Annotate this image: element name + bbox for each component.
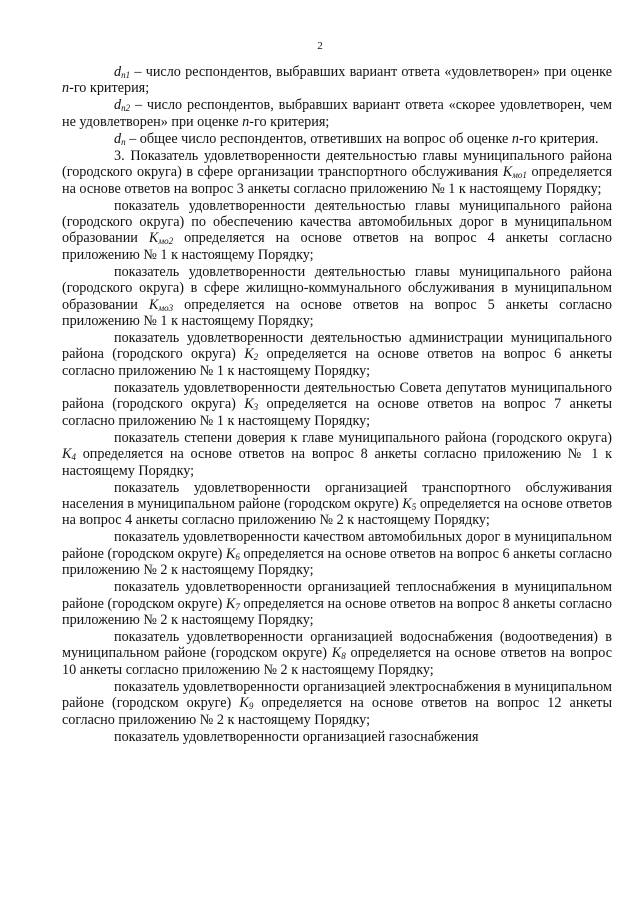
indicator-text-end: определяется на основе ответов на вопрос 4 анкеты согласно приложению № 1 к настоящему Порядку; — [62, 230, 613, 263]
indicator-paragraph — [62, 198, 612, 264]
indicator-variable: K — [148, 230, 159, 247]
page-number: 2 — [317, 40, 323, 52]
indicator-paragraph — [62, 679, 612, 728]
indicator-paragraph — [62, 430, 612, 479]
definition-tail: -го критерия; — [249, 113, 330, 130]
indicator-subscript: мо2 — [158, 236, 174, 247]
indicator-text-end: определяется на основе ответов на вопрос 5 анкеты согласно приложению № 1 к настоящему Порядку; — [62, 296, 613, 330]
variable: d — [114, 130, 122, 147]
indicator-text: показатель удовлетворенности организацией газоснабжения — [114, 728, 479, 745]
indicator-text: показатель удовлетворенности организацией электроснабжения в муниципальном районе (городском округе) — [62, 678, 612, 712]
definition-paragraph — [62, 131, 612, 147]
indicator-text-end: определяется на основе ответов на вопрос 7 анкеты согласно приложению № 1 к настоящему Порядку; — [62, 396, 612, 429]
indicator-text: 3. Показатель удовлетворенности деятельностью главы муниципального района (городского округа) в сфере организации транспортного обслуживания — [62, 147, 612, 181]
definition-text: – общее число респондентов, ответивших на вопрос об оценке — [125, 130, 512, 147]
indicator-paragraph — [62, 380, 612, 429]
indicator-text: показатель удовлетворенности качеством автомобильных дорог в муниципальном районе (городском округе) — [62, 529, 612, 562]
indicator-text-end: определяется на основе ответов на вопрос 3 анкеты согласно приложению № 1 к настоящему Порядку; — [62, 164, 612, 197]
indicator-subscript: мо3 — [158, 302, 174, 313]
document-body — [62, 64, 612, 745]
indicator-text: показатель удовлетворенности деятельностью главы муниципального района (городского округа) по обеспечению качества автомобильных дорог в муниципальном образовании — [62, 197, 612, 247]
definition-text: – число респондентов, выбравших вариант ответа «скорее удовлетворен, чем не удовлетворен» при оценке — [62, 97, 612, 130]
variable: d — [114, 64, 122, 80]
indicator-paragraph — [62, 529, 612, 578]
indicator-text: показатель удовлетворенности деятельностью главы муниципального района (городского округа) в сфере жилищно-коммунального обслуживания в муниципальном образовании — [62, 263, 612, 313]
indicator-text-end: определяется на основе ответов на вопрос 8 анкеты согласно приложению № 2 к настоящему Порядку; — [62, 595, 612, 628]
indicator-variable: K — [402, 495, 412, 512]
indicator-variable: K — [225, 595, 236, 612]
indicator-subscript: 8 — [341, 651, 346, 662]
indicator-text: показатель степени доверия к главе муниципального района (городского округа) — [114, 429, 612, 446]
indicator-paragraph — [62, 729, 612, 745]
indicator-text-end: определяется на основе ответов на вопрос 10 анкеты согласно приложению № 2 к настоящему Порядку; — [62, 645, 612, 678]
indicator-paragraph — [62, 330, 612, 379]
indicator-text-end: определяется на основе ответов на вопрос 8 анкеты согласно приложению № 1 к настоящему Порядку; — [62, 446, 612, 479]
indicator-variable: K — [148, 296, 159, 313]
indicator-variable: K — [239, 695, 249, 712]
indicator-text-end: определяется на основе ответов на вопрос 6 анкеты согласно приложению № 1 к настоящему Порядку; — [62, 346, 612, 379]
indicator-text: показатель удовлетворенности организацией водоснабжения (водоотведения) в муниципальном районе (городском округе) — [62, 628, 612, 662]
variable-subscript: n1 — [121, 70, 131, 80]
indicator-subscript: 4 — [71, 452, 76, 463]
indicator-text-end: определяется на основе ответов на вопрос 6 анкеты согласно приложению № 2 к настоящему Порядку; — [62, 545, 612, 579]
indicator-variable: K — [502, 164, 513, 181]
indicator-text: показатель удовлетворенности организацией транспортного обслуживания населения в муниципальном районе (городском округе) — [62, 479, 612, 512]
indicator-subscript: 5 — [411, 501, 417, 512]
definition-paragraph — [62, 97, 612, 130]
indicator-subscript: мо1 — [512, 170, 527, 181]
indicator-subscript: 6 — [235, 551, 240, 562]
indicator-paragraph — [62, 579, 612, 628]
variable-subscript: n2 — [121, 103, 131, 114]
definition-text: – число респондентов, выбравших вариант ответа «удовлетворен» при оценке — [130, 64, 612, 80]
indicator-subscript: 2 — [253, 352, 259, 363]
criterion-index: n — [511, 130, 519, 147]
indicator-variable: K — [244, 396, 254, 413]
indicator-subscript: 3 — [253, 402, 259, 413]
indicator-text-end: определяется на основе ответов на вопрос 12 анкеты согласно приложению № 2 к настоящему Порядку; — [62, 695, 612, 728]
variable: d — [114, 97, 122, 114]
indicator-variable: K — [62, 446, 72, 463]
indicator-subscript: 7 — [235, 601, 240, 612]
criterion-index: n — [242, 113, 250, 130]
indicator-variable: K — [331, 645, 342, 662]
indicator-text: показатель удовлетворенности организацией теплоснабжения в муниципальном районе (городском округе) — [62, 579, 612, 612]
criterion-index: n — [62, 80, 70, 97]
indicator-paragraph — [62, 480, 612, 529]
indicator-paragraph — [62, 629, 612, 678]
variable-subscript: n — [121, 136, 126, 147]
indicator-subscript: 9 — [248, 701, 254, 712]
indicator-text-end: определяется на основе ответов на вопрос 4 анкеты согласно приложению № 2 к настоящему Порядку; — [62, 495, 613, 529]
definition-paragraph — [62, 64, 612, 97]
indicator-paragraph — [62, 148, 612, 197]
indicator-text: показатель удовлетворенности деятельностью администрации муниципального района (городского округа) — [62, 330, 612, 363]
indicator-text: показатель удовлетворенности деятельностью Совета депутатов муниципального района (городского округа) — [62, 379, 612, 413]
indicator-variable: K — [225, 545, 236, 562]
definition-tail: -го критерия; — [69, 80, 150, 97]
definition-tail: -го критерия. — [518, 130, 599, 147]
indicator-variable: K — [244, 346, 254, 363]
indicator-paragraph — [62, 264, 612, 330]
